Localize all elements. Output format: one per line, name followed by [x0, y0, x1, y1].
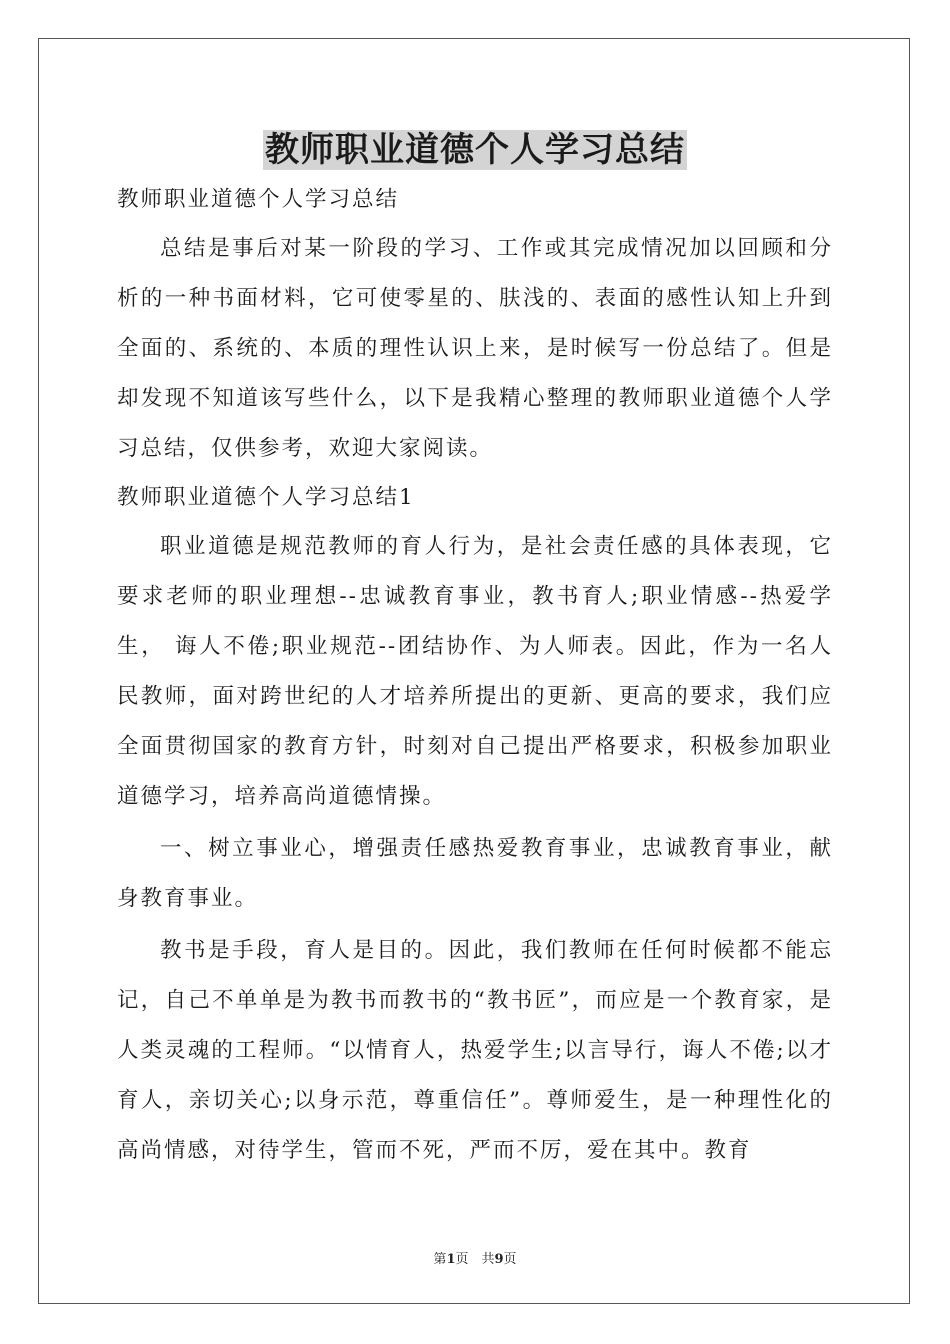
document-title-text: 教师职业道德个人学习总结: [265, 130, 685, 170]
footer-page-total: 9: [494, 1252, 504, 1267]
page-footer: [0, 1250, 950, 1270]
document-title: [0, 124, 950, 176]
footer-page-prefix: 第: [433, 1252, 447, 1267]
section-heading: 教师职业道德个人学习总结1: [117, 485, 415, 510]
intro-paragraph: 总结是事后对某一阶段的学习、工作或其完成情况加以回顾和分析的一种书面材料，它可使零星的、肤浅的、表面的感性认知上升到全面的、系统的、本质的理性认识上来，是时候写一份总结了。但是却发现不知道该写些什么，以下是我精心整理的教师职业道德个人学习总结，仅供参考，欢迎大家阅读。: [117, 236, 833, 461]
body-paragraph: 一、树立事业心，增强责任感热爱教育事业，忠诚教育事业，献身教育事业。: [117, 836, 833, 911]
document-subtitle: 教师职业道德个人学习总结: [117, 187, 400, 212]
body-paragraph: 教书是手段，育人是目的。因此，我们教师在任何时候都不能忘记，自己不单单是为教书而教书的“教书匠”，而应是一个教育家，是人类灵魂的工程师。“以情育人，热爱学生;以言导行，诲人不倦;以才育人，亲切关心;以身示范，尊重信任”。尊师爱生，是一种理性化的高尚情感，对待学生，管而不死，严而不厉，爱在其中。教育: [117, 938, 833, 1163]
footer-page-current: 1: [446, 1252, 456, 1267]
footer-page-suffix: 页: [503, 1252, 517, 1267]
body-paragraph: 职业道德是规范教师的育人行为，是社会责任感的具体表现，它要求老师的职业理想--忠诚教育事业，教书育人;职业情感--热爱学生， 诲人不倦;职业规范--团结协作、为人师表。因此，作为一名人民教师，面对跨世纪的人才培养所提出的更新、更高的要求，我们应全面贯彻国家的教育方针，时刻对自己提出严格要求，积极参加职业道德学习，培养高尚道德情操。: [117, 534, 833, 809]
document-body: [117, 176, 833, 1176]
footer-page-mid: 页 共: [455, 1252, 495, 1267]
